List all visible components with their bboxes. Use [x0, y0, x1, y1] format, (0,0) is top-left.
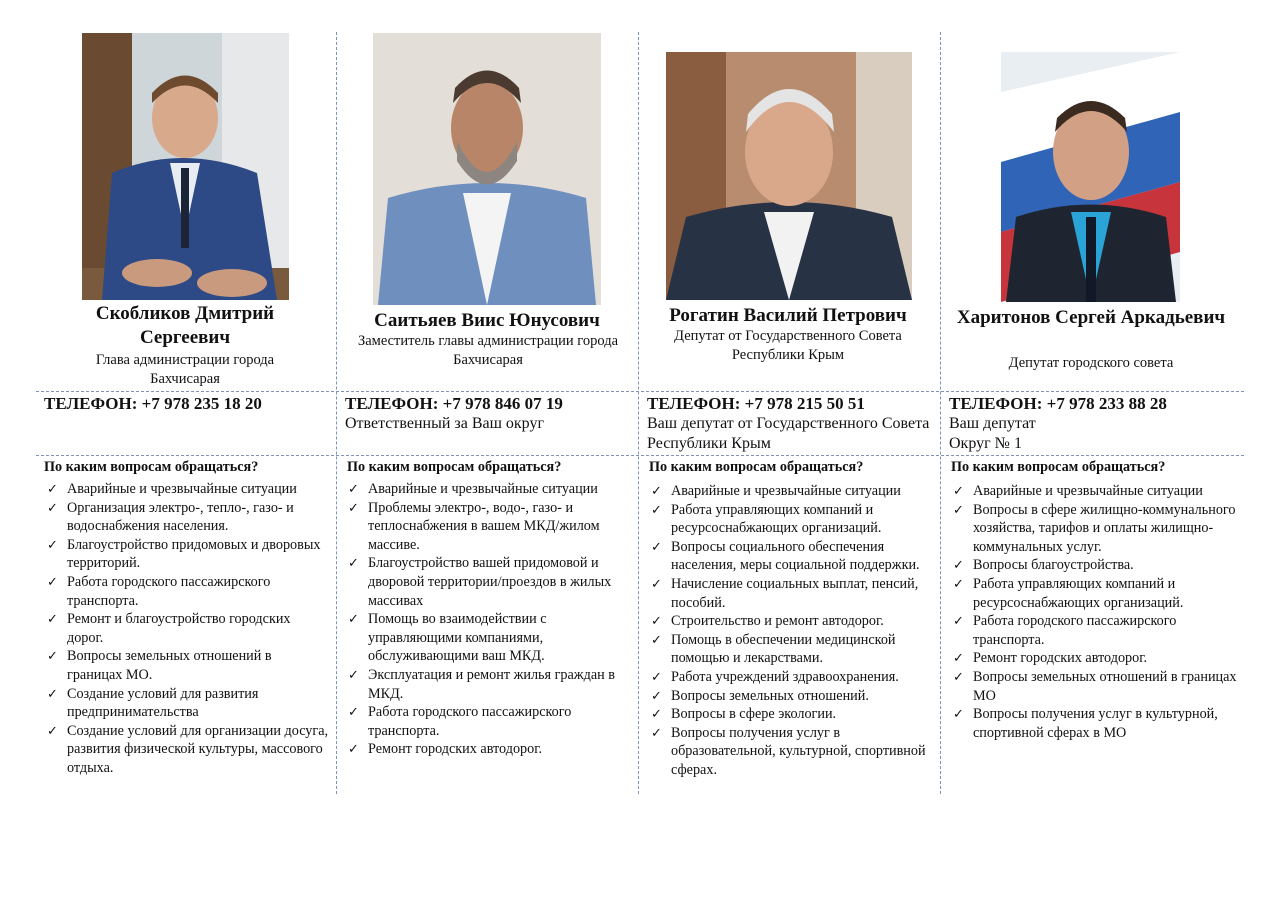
- topic-text: Вопросы в сфере жилищно-коммунального хозяйства, тарифов и оплаты жилищно-коммунальных услуг.: [973, 501, 1236, 555]
- checkmark-icon: ✓: [651, 538, 662, 554]
- topic-item: [649, 575, 935, 612]
- checkmark-icon: ✓: [651, 613, 662, 629]
- topics-list: [951, 482, 1239, 742]
- questions-heading: По каким вопросам обращаться?: [44, 459, 259, 475]
- phone-line: [44, 394, 262, 414]
- topic-text: Вопросы благоустройства.: [973, 557, 1134, 574]
- topic-text: Строительство и ремонт автодорог.: [671, 613, 884, 630]
- person-name: Саитьяев Виис Юнусович: [374, 310, 600, 331]
- topic-item: [346, 554, 632, 610]
- checkmark-icon: ✓: [953, 501, 964, 517]
- checkmark-icon: ✓: [47, 648, 58, 664]
- topic-item: [45, 499, 330, 536]
- person-role: Заместитель главы администрации города Бахчисарая: [357, 333, 619, 368]
- topic-text: Работа городского пассажирского транспорта.: [368, 704, 572, 739]
- column-divider: [940, 32, 941, 794]
- portrait-photo: [666, 52, 912, 300]
- topic-item: [649, 687, 935, 706]
- topic-text: Благоустройство придомовых и дворовых территорий.: [67, 536, 321, 572]
- topic-text: Вопросы земельных отношений в границах МО: [973, 668, 1237, 704]
- topics-list: [346, 480, 632, 759]
- topic-text: Аварийные и чрезвычайные ситуации: [67, 481, 297, 497]
- topic-text: Организация электро-, тепло-, газо- и водоснабжения населения.: [67, 499, 294, 535]
- checkmark-icon: ✓: [651, 668, 662, 684]
- questions-heading: По каким вопросам обращаться?: [347, 459, 562, 475]
- topic-item: [649, 668, 935, 687]
- checkmark-icon: ✓: [953, 483, 964, 498]
- checkmark-icon: ✓: [47, 685, 58, 701]
- topic-item: [649, 705, 935, 724]
- person-name: Скобликов Дмитрий Сергеевич: [95, 303, 275, 348]
- person-name: Харитонов Сергей Аркадьевич: [956, 307, 1226, 328]
- topic-item: [951, 668, 1239, 705]
- portrait-photo: [82, 33, 289, 300]
- checkmark-icon: ✓: [47, 499, 58, 515]
- responsibility-note: Ваш депутат Округ № 1: [949, 415, 1036, 452]
- topic-item: [951, 501, 1239, 557]
- phone-line: [345, 394, 563, 414]
- questions-heading: По каким вопросам обращаться?: [649, 459, 864, 475]
- topic-item: [951, 649, 1239, 668]
- topic-item: [951, 705, 1239, 742]
- phone-line: [647, 394, 865, 414]
- checkmark-icon: ✓: [651, 631, 662, 647]
- topic-item: [951, 575, 1239, 612]
- topic-item: [346, 499, 632, 555]
- topic-item: [346, 740, 632, 759]
- topic-item: [951, 482, 1239, 501]
- checkmark-icon: ✓: [47, 573, 58, 589]
- topic-text: Вопросы в сфере экологии.: [671, 706, 837, 723]
- checkmark-icon: ✓: [651, 483, 662, 498]
- checkmark-icon: ✓: [348, 704, 359, 720]
- responsibility-note: Ваш депутат от Государственного Совета Республики Крым: [647, 415, 930, 452]
- portrait-photo: [373, 33, 601, 305]
- topic-item: [649, 538, 935, 575]
- checkmark-icon: ✓: [651, 575, 662, 591]
- topic-text: Аварийные и чрезвычайные ситуации: [973, 483, 1203, 499]
- topic-text: Вопросы социального обеспечения населения, меры социальной поддержки.: [671, 538, 920, 574]
- checkmark-icon: ✓: [651, 706, 662, 722]
- phone-label: ТЕЛЕФОН:: [647, 394, 741, 413]
- topic-item: [649, 724, 935, 780]
- topic-item: [951, 612, 1239, 649]
- topic-item: [346, 666, 632, 703]
- topic-text: Благоустройство вашей придомовой и дворовой территории/проездов в жилых массивах: [368, 555, 612, 609]
- phone-label: ТЕЛЕФОН:: [345, 394, 439, 413]
- topic-text: Работа городского пассажирского транспорта.: [973, 613, 1177, 648]
- topic-item: [45, 722, 330, 778]
- topic-text: Работа городского пассажирского транспорта.: [67, 573, 271, 609]
- topic-item: [346, 480, 632, 499]
- row-divider: [36, 391, 1244, 392]
- topic-item: [45, 610, 330, 647]
- portrait-photo: [1001, 52, 1180, 302]
- checkmark-icon: ✓: [953, 613, 964, 629]
- topic-text: Вопросы получения услуг в культурной, спортивной сферах в МО: [973, 706, 1218, 741]
- phone-label: ТЕЛЕФОН:: [949, 394, 1043, 413]
- topic-text: Начисление социальных выплат, пенсий, пособий.: [671, 575, 919, 611]
- topic-text: Работа управляющих компаний и ресурсоснабжающих организаций.: [671, 501, 882, 537]
- topic-item: [45, 685, 330, 722]
- checkmark-icon: ✓: [348, 499, 359, 515]
- topic-text: Аварийные и чрезвычайные ситуации: [671, 483, 901, 499]
- topic-text: Создание условий для развития предпринимательства: [67, 685, 259, 721]
- phone-number: +7 978 846 07 19: [442, 394, 563, 413]
- checkmark-icon: ✓: [651, 687, 662, 703]
- topic-text: Эксплуатация и ремонт жилья граждан в МКД.: [368, 666, 615, 702]
- topic-text: Ремонт городских автодорог.: [368, 741, 542, 758]
- phone-line: [949, 394, 1167, 414]
- column-divider: [638, 32, 639, 794]
- topic-text: Помощь во взаимодействии с управляющими компаниями, обслуживающими ваш МКД.: [368, 611, 547, 665]
- checkmark-icon: ✓: [953, 706, 964, 722]
- topic-text: Помощь в обеспечении медицинской помощью и лекарствами.: [671, 631, 896, 667]
- checkmark-icon: ✓: [47, 481, 58, 496]
- checkmark-icon: ✓: [348, 741, 359, 757]
- person-role: Депутат от Государственного Совета Республики Крым: [674, 328, 902, 363]
- person-role: Глава администрации города Бахчисарая: [95, 352, 275, 387]
- topic-text: Проблемы электро-, водо-, газо- и теплоснабжения в вашем МКД/жилом массиве.: [368, 499, 600, 553]
- checkmark-icon: ✓: [348, 611, 359, 627]
- topic-text: Создание условий для организации досуга, развития физической культуры, массового отдыха.: [67, 722, 329, 776]
- topic-text: Вопросы получения услуг в образовательной, культурной, спортивной сферах.: [671, 724, 926, 778]
- topic-item: [649, 501, 935, 538]
- checkmark-icon: ✓: [47, 722, 58, 738]
- phone-number: +7 978 233 88 28: [1046, 394, 1167, 413]
- topic-text: Аварийные и чрезвычайные ситуации: [368, 481, 598, 497]
- topic-text: Вопросы земельных отношений в границах МО.: [67, 648, 272, 683]
- topic-item: [45, 480, 330, 499]
- topic-text: Ремонт и благоустройство городских дорог.: [67, 611, 291, 646]
- topic-text: Вопросы земельных отношений.: [671, 687, 869, 704]
- checkmark-icon: ✓: [953, 575, 964, 591]
- topics-list: [45, 480, 330, 778]
- topic-item: [346, 703, 632, 740]
- row-divider: [36, 455, 1244, 456]
- checkmark-icon: ✓: [348, 555, 359, 571]
- person-name: Рогатин Василий Петрович: [669, 305, 907, 326]
- topic-item: [45, 573, 330, 610]
- checkmark-icon: ✓: [47, 536, 58, 552]
- phone-number: +7 978 235 18 20: [141, 394, 262, 413]
- checkmark-icon: ✓: [348, 666, 359, 682]
- checkmark-icon: ✓: [953, 557, 964, 573]
- topic-text: Работа управляющих компаний и ресурсоснабжающих организаций.: [973, 575, 1184, 611]
- topic-item: [649, 482, 935, 501]
- person-role: Депутат городского совета: [1008, 355, 1174, 371]
- topic-item: [45, 536, 330, 573]
- checkmark-icon: ✓: [651, 724, 662, 740]
- phone-number: +7 978 215 50 51: [744, 394, 865, 413]
- topic-item: [649, 631, 935, 668]
- checkmark-icon: ✓: [651, 501, 662, 517]
- phone-label: ТЕЛЕФОН:: [44, 394, 138, 413]
- checkmark-icon: ✓: [348, 481, 359, 496]
- topic-text: Работа учреждений здравоохранения.: [671, 668, 899, 685]
- checkmark-icon: ✓: [47, 611, 58, 627]
- column-divider: [336, 32, 337, 794]
- checkmark-icon: ✓: [953, 668, 964, 684]
- topic-text: Ремонт городских автодорог.: [973, 650, 1147, 667]
- checkmark-icon: ✓: [953, 650, 964, 666]
- topics-list: [649, 482, 935, 780]
- topic-item: [346, 610, 632, 666]
- responsibility-note: Ответственный за Ваш округ: [345, 415, 545, 432]
- topic-item: [951, 556, 1239, 575]
- topic-item: [45, 647, 330, 684]
- questions-heading: По каким вопросам обращаться?: [951, 459, 1166, 475]
- topic-item: [649, 612, 935, 631]
